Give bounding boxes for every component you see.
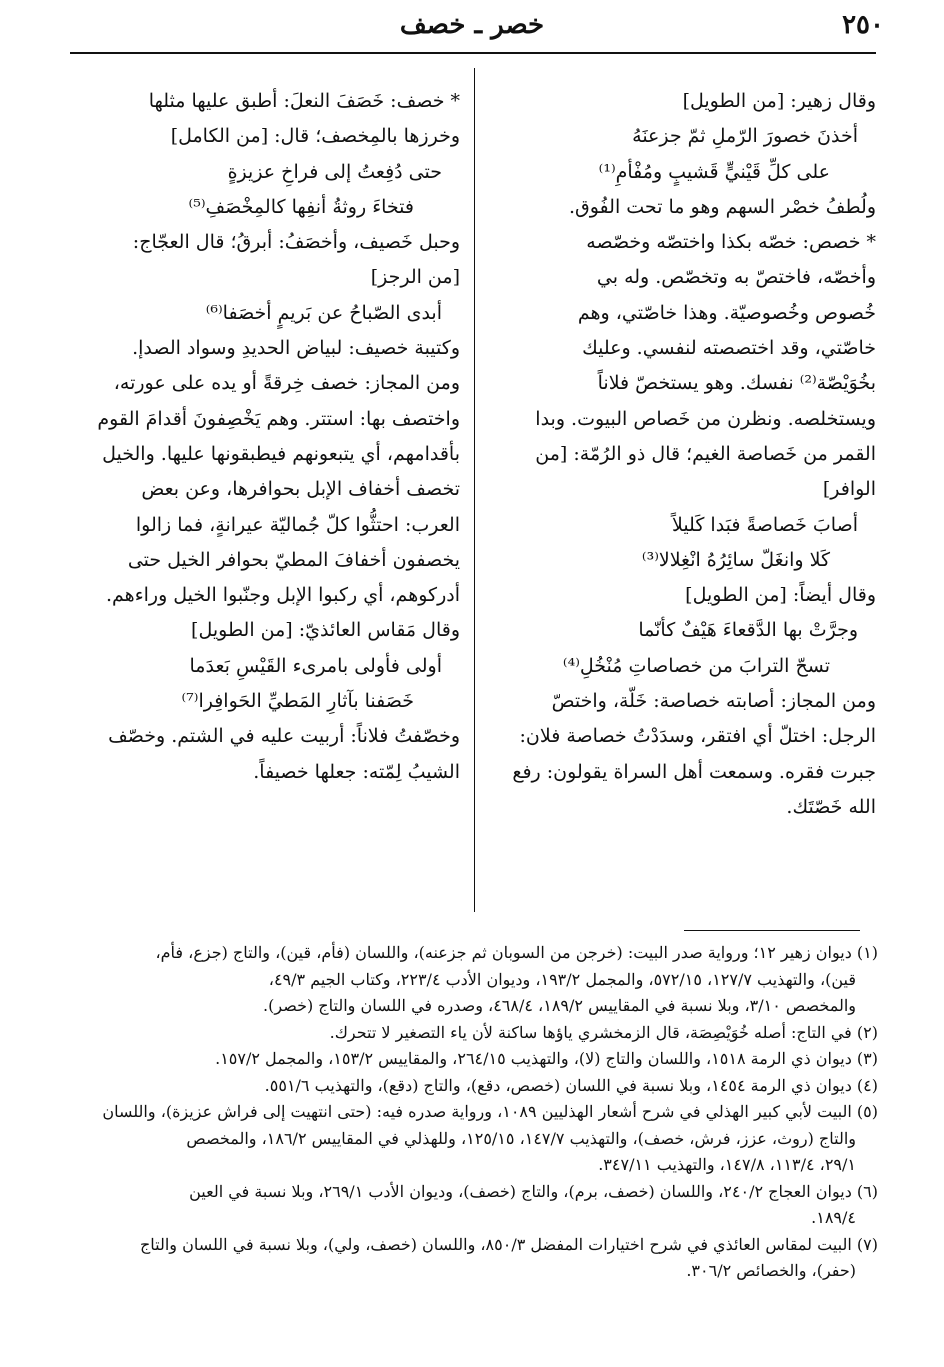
- footnote-line: (حفر)، والخصائص ٣٠٦/٢.: [686, 1261, 856, 1280]
- verse-line: فتخاءَ روثةُ أنفِها كالمِخْصَفِ⁽⁵⁾: [188, 195, 414, 218]
- footnotes: [72, 940, 878, 1285]
- verse-line: على كلِّ قَيْنيٍّ قَشيبٍ ومُفْأمِ⁽¹⁾: [598, 160, 830, 183]
- footnote-line: (٢) في التاج: أصله خُوَيْصِصَة، قال الزمخشري ياؤها ساكنة لأن ياء التصغير لا تتحرك.: [329, 1022, 878, 1042]
- text-line: الشيبُ لِمّته: جعلها خصيفاً.: [253, 760, 460, 783]
- footnote-line: والتاج (روث، عزز، فرش، خصف)، والتهذيب ١٤٧/٧، ١٢٥/١٥، وللهذلي في المقاييس ١٨٦/٢، والمخصص: [186, 1128, 856, 1148]
- footnote-line: (٦) ديوان العجاج ٢٤٠/٢، واللسان (خصف، برم)، والتاج (خصف)، وديوان الأدب ٢٦٩/١، وبلا نسبة في العين: [189, 1181, 878, 1201]
- text-line: جبرت فقره. وسمعت أهل السراة يقولون: رفع: [512, 760, 876, 783]
- right-column: [490, 84, 876, 825]
- verse-line: حتى دُفِعتُ إلى فراخِ عزيزةٍ: [227, 160, 442, 183]
- footnote-line: ١٨٩/٤.: [811, 1208, 856, 1227]
- text-line: تخصف أخفاف الإبل بحوافرها، وعن بعض: [141, 478, 460, 501]
- text-line: وكتيبة خصيف: لبياض الحديدِ وسواد الصدإ.: [132, 337, 460, 360]
- text-line: وقال مَقاس العائذيّ: [من الطويل]: [191, 619, 460, 642]
- text-line: الله خَصّتَك.: [786, 795, 876, 818]
- text-line: العرب: احتثُّوا كلّ جُماليّة عيرانةٍ، فما زالوا: [135, 513, 460, 536]
- text-line: القمر من خَصاصة الغيم؛ قال ذو الرُمّة: [من: [535, 442, 876, 465]
- page-number: ٢٥٠: [842, 10, 884, 40]
- text-line: وخصّفتُ فلاناً: أربيت عليه في الشتم. وخصّف: [108, 725, 460, 748]
- text-line: وأخصّه، فاختصّ به وتخصّص. وله بي: [596, 266, 876, 289]
- verse-line: أبدى الصّباحُ عن بَريمٍ أخصَفا⁽⁶⁾: [205, 301, 442, 324]
- text-line: بأقدامهم، أي يتبعونهم فيطبقونها عليها. والخيل: [102, 442, 460, 465]
- text-line: وقال زهير: [من الطويل]: [682, 90, 876, 112]
- text-line: ومن المجاز: خصف خِرقةً أو يده على عورته،: [113, 372, 460, 395]
- text-line: واختصف بها: استتر. وهم يَخْصِفونَ أقدامَ القوم: [97, 407, 460, 430]
- text-line: الوافر]: [822, 478, 876, 501]
- running-title: خصر ـ خصف: [399, 10, 545, 40]
- text-line: وخرزها بالمِخصف؛ قال: [من الكامل]: [170, 125, 460, 148]
- entry-heading-line: * خصف: خَصَفَ النعلَ: أطبق عليها مثلها: [148, 90, 460, 112]
- footnote-rule: [684, 930, 860, 931]
- header-rule: [70, 52, 876, 54]
- footnote-line: (٥) البيت لأبي كبير الهذلي في شرح أشعار الهذليين ١٠٨٩، ورواية صدره فيه: (حتى انتهيت إلى فراش عزيزة)، واللسان: [102, 1102, 878, 1121]
- text-line: بخُوَيْصّة⁽²⁾ نفسك. وهو يستخصّ فلاناً: [597, 372, 876, 395]
- footnote-line: والمخصص ٣/١٠، وبلا نسبة في المقاييس ١٨٩/٢، ٤٦٨/٤، وصدره في اللسان والتاج (خصر).: [263, 996, 856, 1015]
- footnote-line: (٣) ديوان ذي الرمة ١٥١٨، واللسان والتاج (لا)، والتهذيب ٢٦٤/١٥، والمقاييس ١٥٣/٢، والمجمل ١٥٧/٢.: [215, 1049, 878, 1068]
- footnote-line: (١) ديوان زهير ١٢؛ ورواية صدر البيت: (خرجن من السوبان ثم جزعنه)، واللسان (فأم، قين)، والتاج (جزع، فأم،: [155, 943, 878, 962]
- text-line: ولُطفُ خصْر السهم وهو ما تحت الفُوق.: [568, 195, 876, 218]
- text-line: وحبل خَصيف، وأخصَفُ: أبرقُ؛ قال العجّاج:: [132, 231, 460, 254]
- text-line: أدركوهم، أي ركبوا الإبل وجنّبوا الخيل وراءهم.: [105, 584, 460, 607]
- footnote-line: قين)، والتهذيب ١٢٧/٧، ٥٧٢/١٥، والمجمل ١٩٣/٢، وديوان الأدب ٢٢٣/٤، وكتاب الجيم ٤٩/٣،: [268, 969, 856, 989]
- text-line: ويستخلصه. ونظرن من خَصاص البيوت. وبدا: [535, 407, 876, 430]
- page-header: [60, 10, 884, 46]
- column-divider: [474, 68, 475, 912]
- text-line: يخصفون أخفافَ المطيّ بحوافر الخيل حتى: [127, 548, 460, 571]
- verse-line: أولى فأولى بامرىء القَيْسِ بَعدَما: [189, 654, 442, 677]
- text-line: خاصّتي، وقد اختصصته لنفسي. وعليك: [582, 337, 876, 360]
- verse-line: أصابَ خَصاصةً فبَدا كَليلاً: [671, 513, 858, 536]
- text-line: الرجل: اختلّ أي افتقر، وسدَدْتُ خصاصة فلان:: [519, 725, 876, 748]
- verse-line: أخذنَ خصورَ الرّملِ ثمّ جزعنَهُ: [632, 125, 858, 148]
- entry-heading-line: * خصص: خصّه بكذا واختصّه وخصّصه: [586, 231, 876, 254]
- footnote-line: (٤) ديوان ذي الرمة ١٤٥٤، وبلا نسبة في اللسان (خصص، دقع)، والتاج (دقع)، والتهذيب ٥٥١/٦.: [264, 1075, 878, 1095]
- left-column: [74, 84, 460, 790]
- footnote-line: ٢٩/١، ١١٣/٤، ١٤٧/٨، والتهذيب ٣٤٧/١١.: [598, 1155, 856, 1174]
- verse-line: كَلا وانغَلّ سائِرُهُ انْغِلالا⁽³⁾: [641, 548, 830, 571]
- footnote-line: (٧) البيت لمقاس العائذي في شرح اختيارات المفضل ٨٥٠/٣، واللسان (خصف، ولي)، وبلا نسبة في اللسان والتاج: [139, 1234, 878, 1254]
- verse-line: خَصَفنا بآثارِ المَطيِّ الحَوافِرا⁽⁷⁾: [181, 690, 414, 713]
- text-line: ومن المجاز: أصابته خصاصة: خَلّة، واختصّ: [551, 690, 876, 713]
- text-line: وقال أيضاً: [من الطويل]: [685, 584, 876, 607]
- verse-line: وجرَّتْ بها الدَّقعاءَ هَيْفٌ كأنّما: [638, 619, 858, 642]
- text-line: [من الرجز]: [370, 266, 460, 289]
- text-line: خُصوص وخُصوصيّة. وهذا خاصّتي، وهم: [577, 301, 876, 324]
- verse-line: تسحّ الترابَ من خصاصاتِ مُنْخُلِ⁽⁴⁾: [562, 654, 830, 677]
